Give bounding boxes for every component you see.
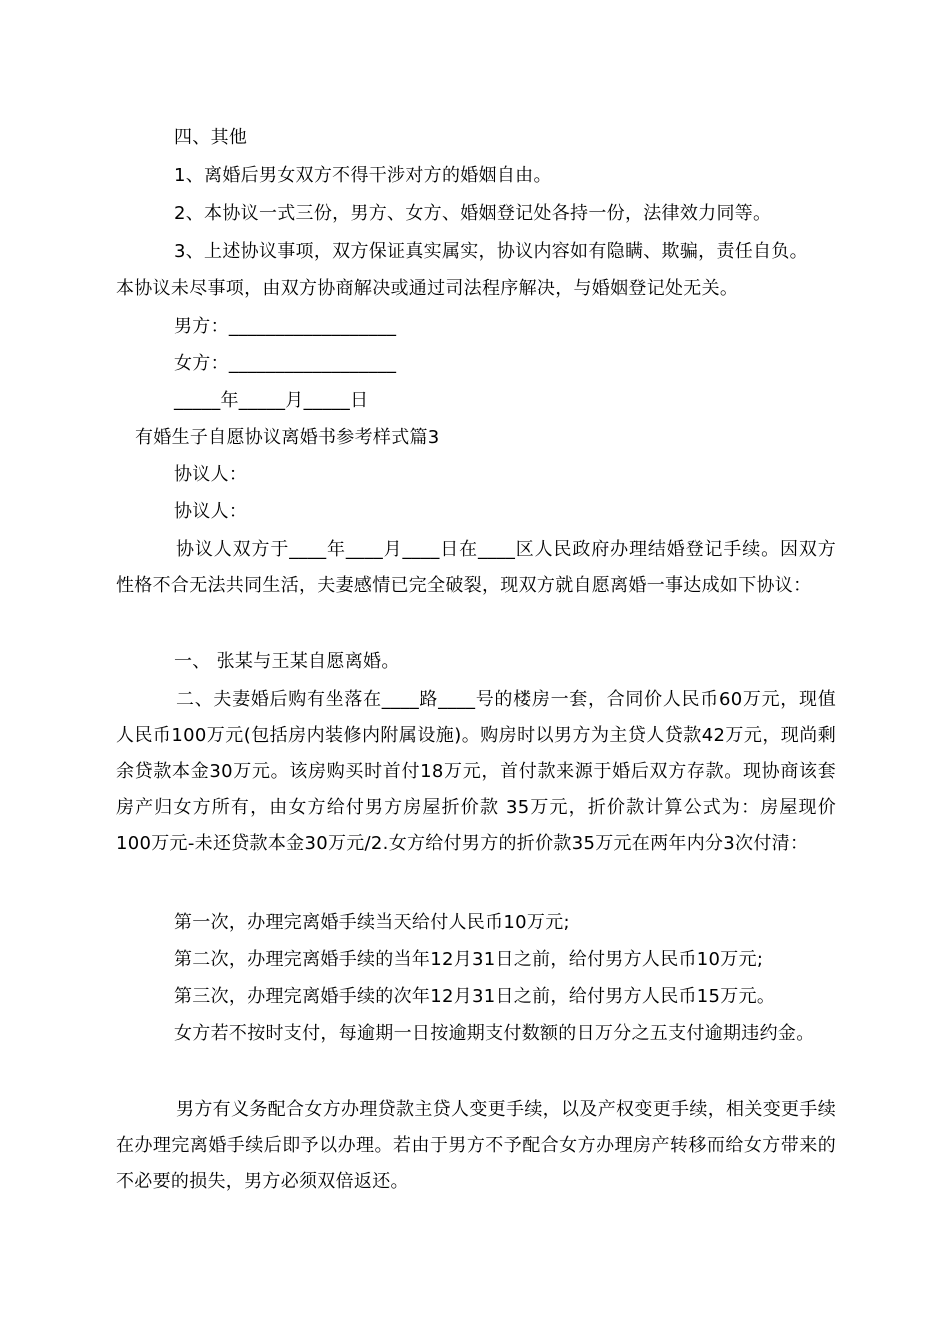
payment-2: 第二次，办理完离婚手续的当年12月31日之前，给付男方人民币10万元; [174, 949, 764, 970]
article-title: 有婚生子自愿协议离婚书参考样式篇3 [135, 427, 440, 448]
male-signature-line: 男方：__________________ [174, 316, 397, 337]
date-line: _____年_____月_____日 [174, 390, 369, 411]
clause-1: 一、 张某与王某自愿离婚。 [174, 651, 400, 672]
obligation-paragraph: 男方有义务配合女方办理贷款主贷人变更手续，以及产权变更手续，相关变更手续在办理完离婚手续后即予以办理。若由于男方不予配合女方办理房产转移而给女方带来的不必要的损失，男方必须双倍返还。 [116, 1099, 836, 1192]
section-item-2: 2、本协议一式三份，男方、女方、婚姻登记处各持一份，法律效力同等。 [174, 203, 772, 224]
section-item-3-line-1: 3、上述协议事项，双方保证真实属实，协议内容如有隐瞒、欺骗，责任自负。 [174, 241, 808, 262]
clause-2-paragraph: 二、夫妻婚后购有坐落在____路____号的楼房一套，合同价人民币60万元，现值人民币100万元(包括房内装修内附属设施)。购房时以男方为主贷人贷款42万元，现尚剩余贷款本金30万元。该房购买时首付18万元，首付款来源于婚后双方存款。现协商该套房产归女方所有，由女方给付男方房屋折价款 35万元，折价款计算公式为：房屋现价100万元-未还贷款本金30万元/2.女方给付男方的折价款35万元在两年内分3次付清： [116, 689, 836, 854]
party-1-label: 协议人： [174, 464, 248, 485]
female-signature-line: 女方：__________________ [174, 353, 397, 374]
intro-paragraph: 协议人双方于____年____月____日在____区人民政府办理结婚登记手续。因双方性格不合无法共同生活，夫妻感情已完全破裂，现双方就自愿离婚一事达成如下协议： [116, 539, 836, 596]
section-item-1: 1、离婚后男女双方不得干涉对方的婚姻自由。 [174, 165, 552, 186]
section-heading: 四、其他 [174, 127, 248, 148]
party-2-label: 协议人： [174, 501, 248, 522]
section-item-3-line-2: 本协议未尽事项，由双方协商解决或通过司法程序解决，与婚姻登记处无关。 [116, 278, 739, 299]
payment-3: 第三次，办理完离婚手续的次年12月31日之前，给付男方人民币15万元。 [174, 986, 776, 1007]
payment-1: 第一次，办理完离婚手续当天给付人民币10万元; [174, 912, 570, 933]
penalty-clause: 女方若不按时支付，每逾期一日按逾期支付数额的日万分之五支付逾期违约金。 [174, 1023, 815, 1044]
